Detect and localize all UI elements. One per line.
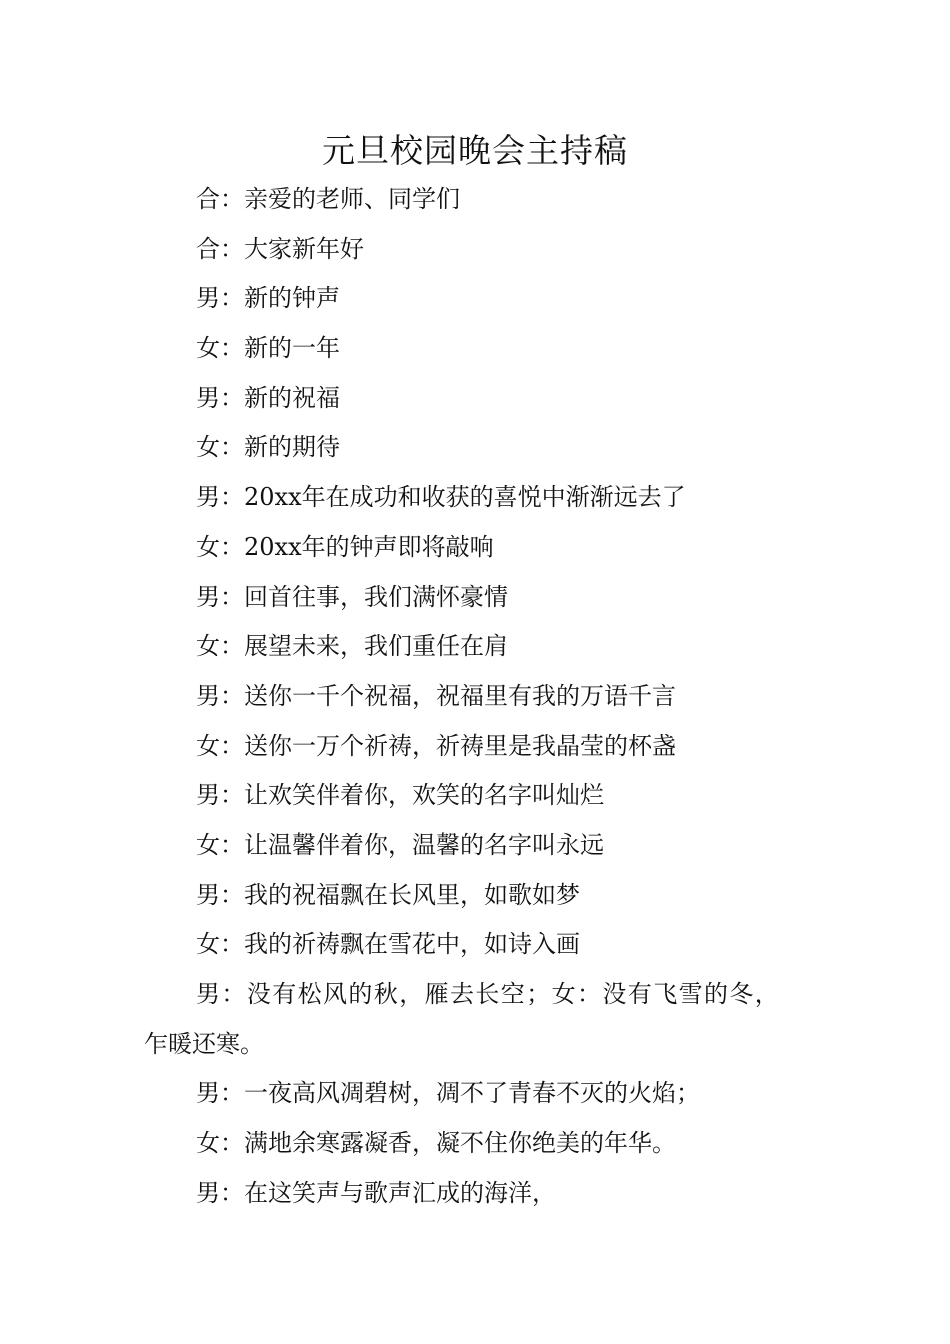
script-line: 女：让温馨伴着你，温馨的名字叫永远 xyxy=(196,830,604,859)
script-line: 女：送你一万个祈祷，祈祷里是我晶莹的杯盏 xyxy=(196,731,676,760)
script-line: 女：新的期待 xyxy=(196,433,340,462)
document-title: 元旦校园晚会主持稿 xyxy=(322,131,628,170)
script-line: 男：回首往事，我们满怀豪情 xyxy=(196,582,508,611)
script-line: 男：我的祝福飘在长风里，如歌如梦 xyxy=(196,880,580,909)
script-line: 男：20xx年在成功和收获的喜悦中渐渐远去了 xyxy=(196,483,686,512)
script-line: 女：展望未来，我们重任在肩 xyxy=(196,632,508,661)
script-line: 女：20xx年的钟声即将敲响 xyxy=(196,532,494,561)
script-line: 男：新的祝福 xyxy=(196,383,340,412)
script-line: 男：送你一千个祝福，祝福里有我的万语千言 xyxy=(196,681,676,710)
script-line: 合：大家新年好 xyxy=(196,234,364,263)
script-line-wrapped-first: 男：没有松风的秋，雁去长空；女：没有飞雪的冬， xyxy=(196,980,781,1008)
script-line: 男：新的钟声 xyxy=(196,284,340,313)
script-line: 男：让欢笑伴着你，欢笑的名字叫灿烂 xyxy=(196,781,604,810)
script-line: 女：新的一年 xyxy=(196,334,340,363)
script-line: 女：满地余寒露凝香，凝不住你绝美的年华。 xyxy=(196,1129,676,1158)
script-body xyxy=(144,175,804,1218)
script-line: 合：亲爱的老师、同学们 xyxy=(196,185,460,213)
script-line: 男：一夜高风凋碧树，凋不了青春不灭的火焰； xyxy=(196,1079,700,1108)
script-line: 女：我的祈祷飘在雪花中，如诗入画 xyxy=(196,930,580,959)
script-line-wrapped-continuation: 乍暖还寒。 xyxy=(144,1029,264,1058)
script-line: 男：在这笑声与歌声汇成的海洋， xyxy=(196,1178,556,1207)
